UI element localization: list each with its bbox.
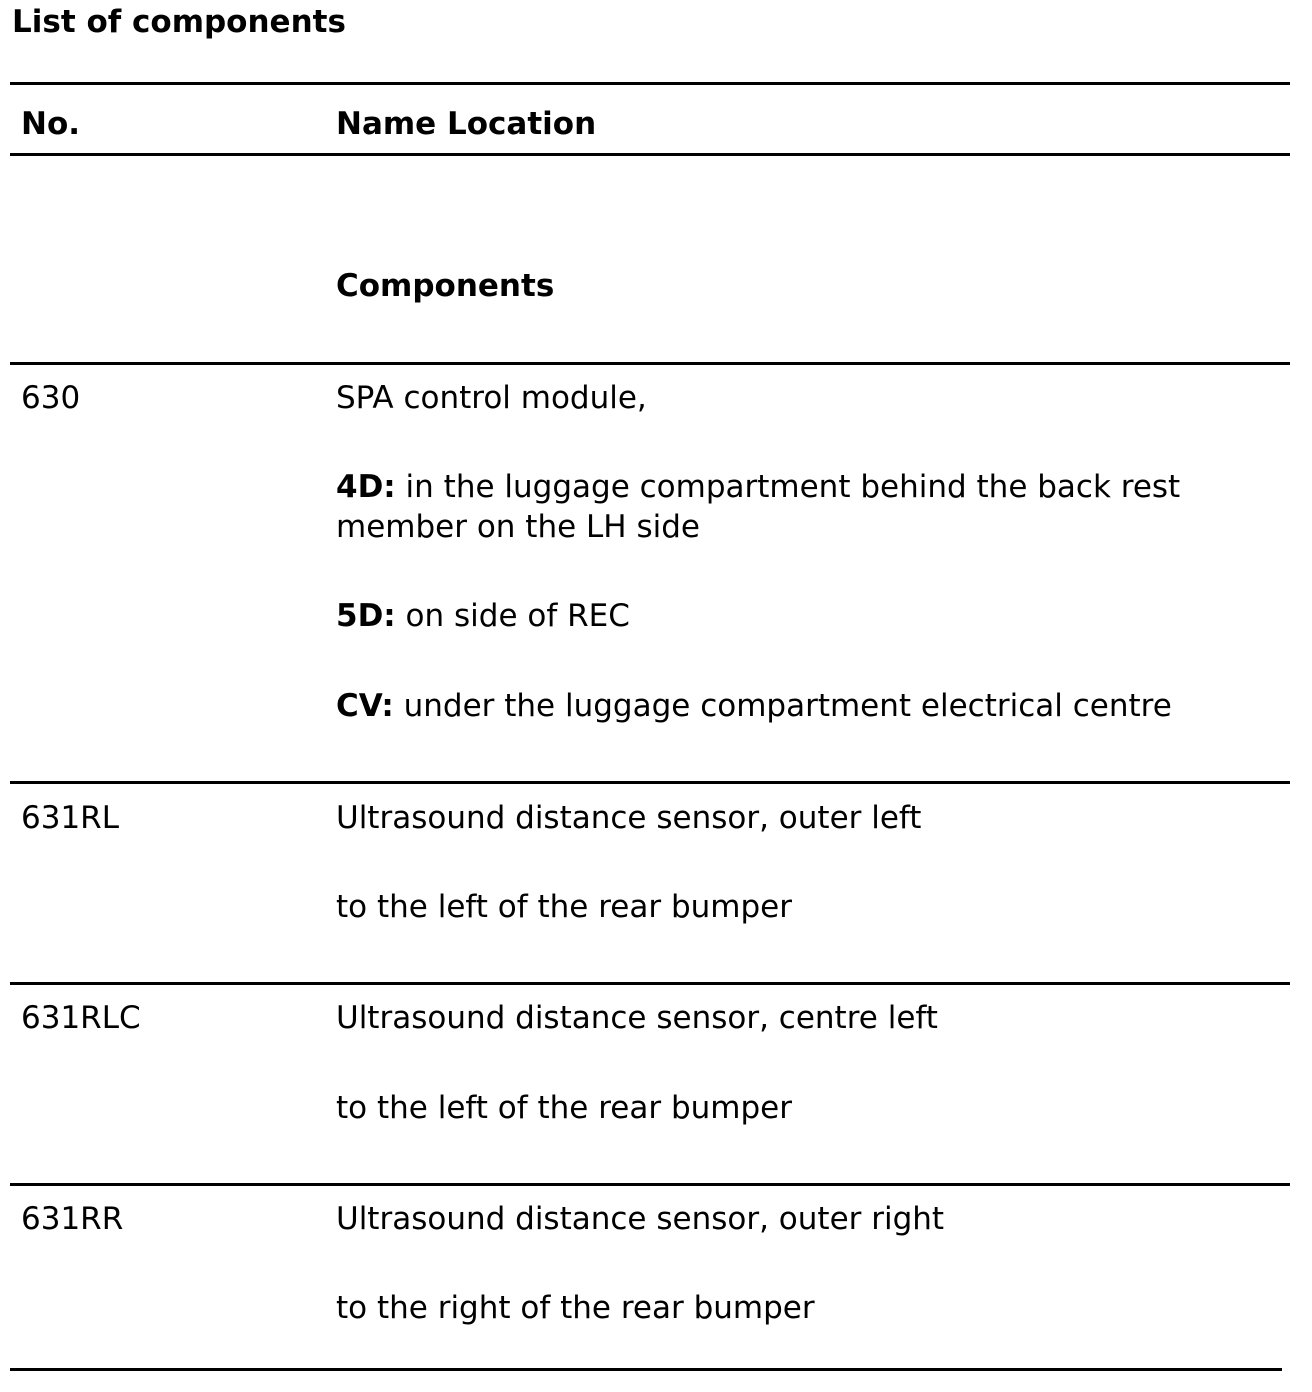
row-631rlc-name: Ultrasound distance sensor, centre left: [336, 1000, 938, 1036]
location-tag: CV:: [336, 688, 394, 724]
row-divider: [10, 781, 1290, 784]
location-tag: 5D:: [336, 598, 396, 634]
header-name-location: Name Location: [336, 106, 597, 142]
header-rule: [10, 153, 1290, 156]
row-631rlc-no: 631RLC: [21, 1000, 141, 1036]
row-divider: [10, 1183, 1290, 1186]
row-631rr-no: 631RR: [21, 1201, 124, 1237]
row-630-location-5d: [336, 596, 630, 636]
location-text: on side of REC: [395, 598, 630, 634]
location-text: in the luggage compartment behind the back rest member on the LH side: [336, 469, 1181, 545]
location-tag: 4D:: [336, 469, 396, 505]
section-heading: Components: [336, 268, 555, 304]
row-631rr-name: Ultrasound distance sensor, outer right: [336, 1201, 945, 1237]
row-divider: [10, 982, 1290, 985]
row-630-location-4d: [336, 467, 1276, 547]
row-630-no: 630: [21, 380, 81, 416]
row-631rl-name: Ultrasound distance sensor, outer left: [336, 800, 922, 836]
row-divider: [10, 362, 1290, 365]
row-630-location-cv: [336, 686, 1172, 726]
location-text: under the luggage compartment electrical centre: [393, 688, 1172, 724]
page-title: List of components: [12, 4, 346, 40]
row-631rl-no: 631RL: [21, 800, 119, 836]
row-630-name: SPA control module,: [336, 380, 647, 416]
table-top-rule: [10, 82, 1290, 85]
row-631rl-location: to the left of the rear bumper: [336, 889, 792, 925]
row-631rlc-location: to the left of the rear bumper: [336, 1090, 792, 1126]
row-631rr-location: to the right of the rear bumper: [336, 1290, 815, 1326]
table-bottom-rule: [10, 1368, 1282, 1371]
header-no: No.: [21, 106, 81, 142]
